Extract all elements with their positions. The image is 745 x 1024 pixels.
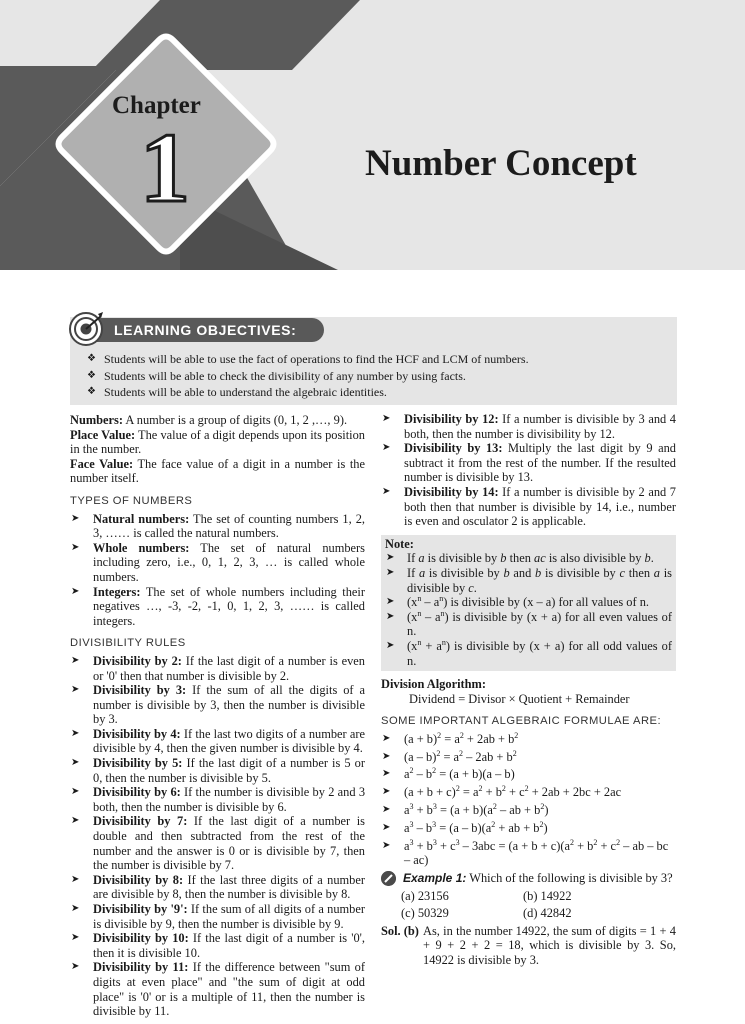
example-question-text: Which of the following is divisible by 3? <box>466 870 673 885</box>
division-algorithm-equation: Dividend = Divisor × Quotient + Remainder <box>409 691 630 706</box>
option-c: (c) 50329 <box>401 905 449 920</box>
definition-numbers: Numbers: A number is a group of digits (0, 1, 2 ,…, 9). <box>70 413 348 427</box>
chapter-label: Chapter <box>112 92 201 119</box>
rule-item: ➤ Divisibility by 12: If a number is divisible by 3 and 4 both, then the number is divisibility by 12. <box>381 412 676 441</box>
learning-objectives-heading: LEARNING OBJECTIVES: <box>88 318 324 342</box>
rule-item: ➤ Divisibility by 7: If the last digit of a number is double and then subtracted from the rest of the number and the answer is 0 or is divisible by 7, then the number is divisible by 7. <box>70 814 365 872</box>
type-whole-numbers: ➤ Whole numbers: The set of natural numbers including zero, i.e., 0, 1, 2, 3, … is called whole numbers. <box>70 541 365 585</box>
objective-item: ❖ Students will be able to check the divisibility of any number by using facts. <box>87 368 529 385</box>
pencil-icon <box>381 871 396 886</box>
right-column <box>381 412 676 967</box>
chapter-number: 1 <box>140 112 190 223</box>
objective-item: ❖ Students will be able to use the fact of operations to find the HCF and LCM of numbers. <box>87 351 529 368</box>
note-box <box>381 535 676 671</box>
example-options <box>381 888 676 922</box>
target-icon <box>68 311 104 347</box>
rule-item: ➤ Divisibility by '9': If the sum of all digits of a number is divisible by 9, then the number is divisible by 9. <box>70 902 365 931</box>
formula-item: ➤ $a^3 + b^3 = (a + b)(a^2$ – ab + $b^2$) <box>381 803 676 818</box>
rule-item: ➤ Divisibility by 8: If the last three digits of a number are divisible by 8, then the number is divisible by 8. <box>70 873 365 902</box>
chapter-title: Number Concept <box>365 143 637 184</box>
header-graphic <box>0 0 745 270</box>
example-question <box>381 871 676 886</box>
rule-item: ➤ Divisibility by 6: If the number is divisible by 2 and 3 both, then the number is divisible by 6. <box>70 785 365 814</box>
rule-item: ➤ Divisibility by 14: If a number is divisible by 2 and 7 both then that number is divisible by 14, i.e., number is even and osculator 2 is applicable. <box>381 485 676 529</box>
note-item: ➤ If a is divisible by b and b is divisible by c then a is divisible by c. <box>385 566 672 595</box>
division-algorithm-title: Division Algorithm: <box>381 677 486 692</box>
formula-item: ➤ $(a + b + c)^2 = a^2 + b^2 + c^2 + 2ab + 2bc + 2ac$ <box>381 785 676 800</box>
solution-text: As, in the number 14922, the sum of digits = 1 + 4 + 9 + 2 + 2 = 18, which is divisible by 3. So, 14922 is divisible by 3. <box>423 923 676 967</box>
chapter-header <box>0 0 745 270</box>
rule-item: ➤ Divisibility by 4: If the last two digits of a number are divisible by 4, then the given number is divisible by 4. <box>70 727 365 756</box>
option-d: (d) 42842 <box>523 905 572 920</box>
note-item: ➤ $(x^n - a^n)$ is divisible by (x – a) for all values of n. <box>385 595 672 610</box>
left-column <box>70 413 365 1019</box>
formula-item: ➤ $a^2 - b^2 = (a + b)(a - b)$ <box>381 767 676 782</box>
formula-item: ➤ $a^3 - b^3 = (a - b)(a^2$ + ab + $b^2$) <box>381 821 676 836</box>
division-algorithm <box>381 677 676 706</box>
rule-item: ➤ Divisibility by 10: If the last digit of a number is '0', then it is divisible 10. <box>70 931 365 960</box>
formula-item: ➤ $(a - b)^2 = a^2 - 2ab + b^2$ <box>381 750 676 765</box>
formula-item: ➤ $(a + b)^2 = a^2 + 2ab + b^2$ <box>381 732 676 747</box>
definition-face-value: Face Value: The face value of a digit in a number is the number itself. <box>70 456 365 486</box>
example-label: Example 1: <box>403 870 467 885</box>
learning-objectives-list <box>87 351 529 401</box>
formula-list <box>381 732 676 868</box>
option-a: (a) 23156 <box>401 888 449 903</box>
formulae-heading: SOME IMPORTANT ALGEBRAIC FORMULAE ARE: <box>381 715 662 728</box>
note-item: ➤ If a is divisible by b then ac is also divisible by b. <box>385 551 672 566</box>
type-natural-numbers: ➤ Natural numbers: The set of counting numbers 1, 2, 3, …… is called the natural numbers. <box>70 512 365 541</box>
note-item: ➤ $(x^n + a^n)$ is divisible by (x + a) for all odd values of n. <box>385 639 672 668</box>
rule-item: ➤ Divisibility by 2: If the last digit of a number is even or '0' then that number is divisible by 2. <box>70 654 365 683</box>
definition-place-value: Place Value: The value of a digit depends upon its position in the number. <box>70 427 365 457</box>
divisibility-rules-heading: DIVISIBILITY RULES <box>70 637 186 650</box>
formula-item: ➤ $a^3 + b^3 + c^3 - 3abc = (a + b + c)(a^2 + b^2 + c^2$ – ab – bc – ac) <box>381 839 676 868</box>
example-solution <box>381 924 676 968</box>
type-integers: ➤ Integers: The set of whole numbers including their negatives …, -3, -2, -1, 0, 1, 2, 3, …… is called integers. <box>70 585 365 629</box>
rule-item: ➤ Divisibility by 11: If the difference between "sum of digits at even place" and "the sum of digit at odd place" is '0' or is a multiple of 11, then the number is divisible by 11. <box>70 960 365 1018</box>
rule-item: ➤ Divisibility by 5: If the last digit of a number is 5 or 0, then the number is divisible by 5. <box>70 756 365 785</box>
option-b: (b) 14922 <box>523 888 572 903</box>
rule-item: ➤ Divisibility by 13: Multiply the last digit by 9 and subtract it from the rest of the number. If the resulted number is divisible by 13. <box>381 441 676 485</box>
note-title: Note: <box>385 536 414 551</box>
solution-label: Sol. (b) <box>381 923 419 938</box>
note-item: ➤ $(x^n - a^n)$ is divisible by (x + a) for all even values of n. <box>385 610 672 639</box>
objective-item: ❖ Students will be able to understand the algebraic identities. <box>87 384 529 401</box>
types-of-numbers-heading: TYPES OF NUMBERS <box>70 494 193 507</box>
rule-item: ➤ Divisibility by 3: If the sum of all the digits of a number is divisible by 3, then the number is divisible by 3. <box>70 683 365 727</box>
